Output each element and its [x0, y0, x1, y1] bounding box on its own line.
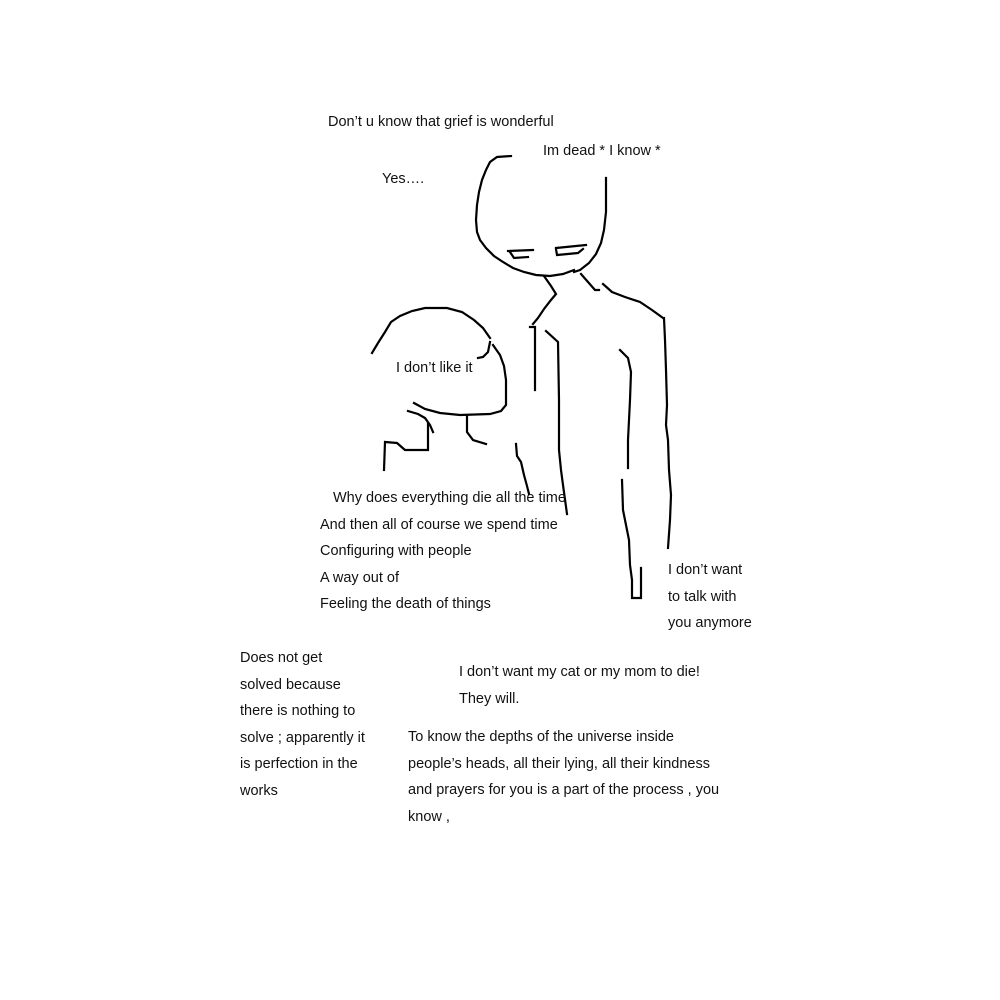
im-dead-caption: Im dead * I know *: [543, 143, 661, 159]
tall-figure-right-eye: [556, 245, 586, 255]
depths-line: know ,: [408, 808, 450, 825]
not-solved-line: there is nothing to: [240, 703, 356, 719]
poem-line: Feeling the death of things: [320, 596, 491, 612]
not-solved-line: is perfection in the: [240, 756, 358, 772]
small-figure-ear: [478, 342, 490, 358]
small-figure-neck: [467, 416, 486, 444]
depths-line: and prayers for you is a part of the process , you: [408, 782, 720, 798]
tall-figure-lower-arm: [622, 480, 641, 598]
dont-like-caption: I don’t like it: [396, 360, 473, 376]
poem-line: A way out of: [320, 569, 399, 586]
poem-line: And then all of course we spend time: [320, 516, 558, 533]
cat-mom-line: They will.: [459, 690, 520, 707]
tall-figure-head-right: [574, 178, 606, 272]
small-figure-arm: [384, 423, 428, 470]
tall-figure-right-arm-outer: [664, 318, 671, 548]
grief-caption: Don’t u know that grief is wonderful: [328, 114, 554, 130]
tall-figure-right-arm-inner: [620, 350, 631, 468]
poem-line: Why does everything die all the time: [333, 490, 566, 506]
not-solved-line: solve ; apparently it: [240, 729, 365, 746]
small-figure-head: [372, 308, 490, 353]
not-solved-line: Does not get: [240, 650, 323, 666]
tall-figure-neck-right: [581, 274, 599, 290]
depths-block: [408, 724, 719, 830]
dont-want-block: [668, 557, 752, 637]
not-solved-line: solved because: [240, 676, 341, 693]
poem-block: [320, 485, 566, 618]
tall-figure-left-torso: [530, 327, 535, 390]
cat-mom-block: [459, 659, 700, 712]
dont-want-line: you anymore: [668, 615, 752, 631]
tall-figure-left-eye: [508, 250, 533, 258]
dont-want-line: to talk with: [668, 588, 737, 605]
tall-figure-neck-left: [533, 276, 556, 324]
cat-mom-line: I don’t want my cat or my mom to die!: [459, 664, 700, 680]
poem-line: Configuring with people: [320, 543, 472, 559]
yes-caption: Yes….: [382, 171, 425, 187]
dont-want-line: I don’t want: [668, 562, 743, 578]
not-solved-block: [240, 645, 365, 804]
small-figure-shoulder: [408, 411, 433, 432]
depths-line: To know the depths of the universe inside: [408, 729, 674, 745]
not-solved-line: works: [240, 782, 278, 799]
tall-figure-shoulder: [603, 284, 663, 318]
depths-line: people’s heads, all their lying, all their kindness: [408, 755, 710, 772]
small-figure: [372, 308, 506, 470]
